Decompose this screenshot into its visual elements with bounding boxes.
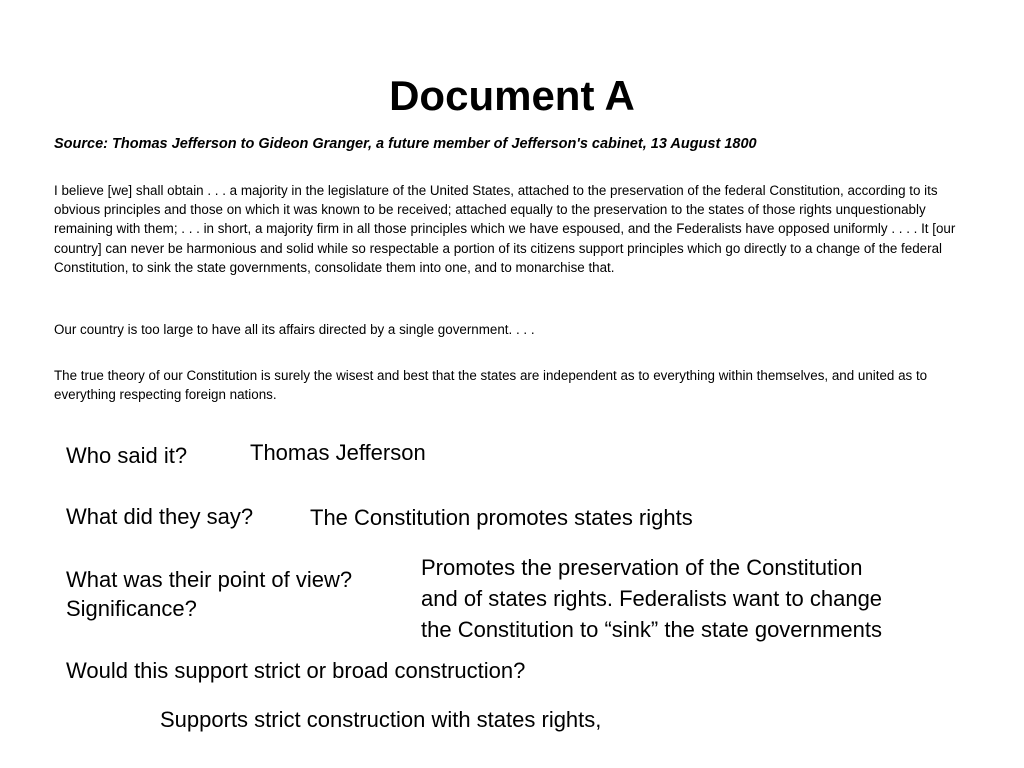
quote-paragraph-2: Our country is too large to have all its affairs directed by a single government. . . . (54, 322, 535, 337)
answer-point-of-view (421, 552, 882, 645)
question-point-of-view (66, 565, 352, 623)
question-what-did-they-say: What did they say? (66, 504, 254, 529)
source-citation: Source: Thomas Jefferson to Gideon Granger, a future member of Jefferson's cabinet, 13 August 1800 (54, 136, 757, 152)
question-construction: Would this support strict or broad construction? (66, 658, 526, 683)
document-title: Document A (389, 72, 635, 119)
quote-paragraph-1: I believe [we] shall obtain . . . a majority in the legislature of the United States, attached to the preservation of the federal Constitution, according to its obvious principles and those on which it was known to be received; attached equally to the preservation to the states of those rights unquestionably remaining with them; . . . in short, a majority firm in all those principles which we have espoused, and the Federalists have opposed uniformly . . . . It [our country] can never be harmonious and solid while so respectable a portion of its citizens support principles which go directly to a change of the federal Constitution, to sink the state governments, consolidate them into one, and to monarchise that. (54, 183, 956, 275)
question-point-of-view-line1: What was their point of view? (66, 567, 353, 592)
answer-construction: Supports strict construction with states rights, (160, 707, 602, 732)
answer-point-of-view-line1: Promotes the preservation of the Constitution (421, 555, 863, 580)
answer-point-of-view-line2: and of states rights. Federalists want to change (421, 586, 883, 611)
quote-paragraph-3: The true theory of our Constitution is surely the wisest and best that the states are independent as to everything within themselves, and united as to everything respecting foreign nations. (54, 368, 928, 403)
answer-who-said-it: Thomas Jefferson (250, 440, 426, 465)
question-who-said-it: Who said it? (66, 443, 188, 468)
answer-point-of-view-line3: the Constitution to “sink” the state governments (421, 617, 883, 642)
question-significance-line: Significance? (66, 596, 197, 621)
answer-what-did-they-say: The Constitution promotes states rights (310, 505, 693, 530)
